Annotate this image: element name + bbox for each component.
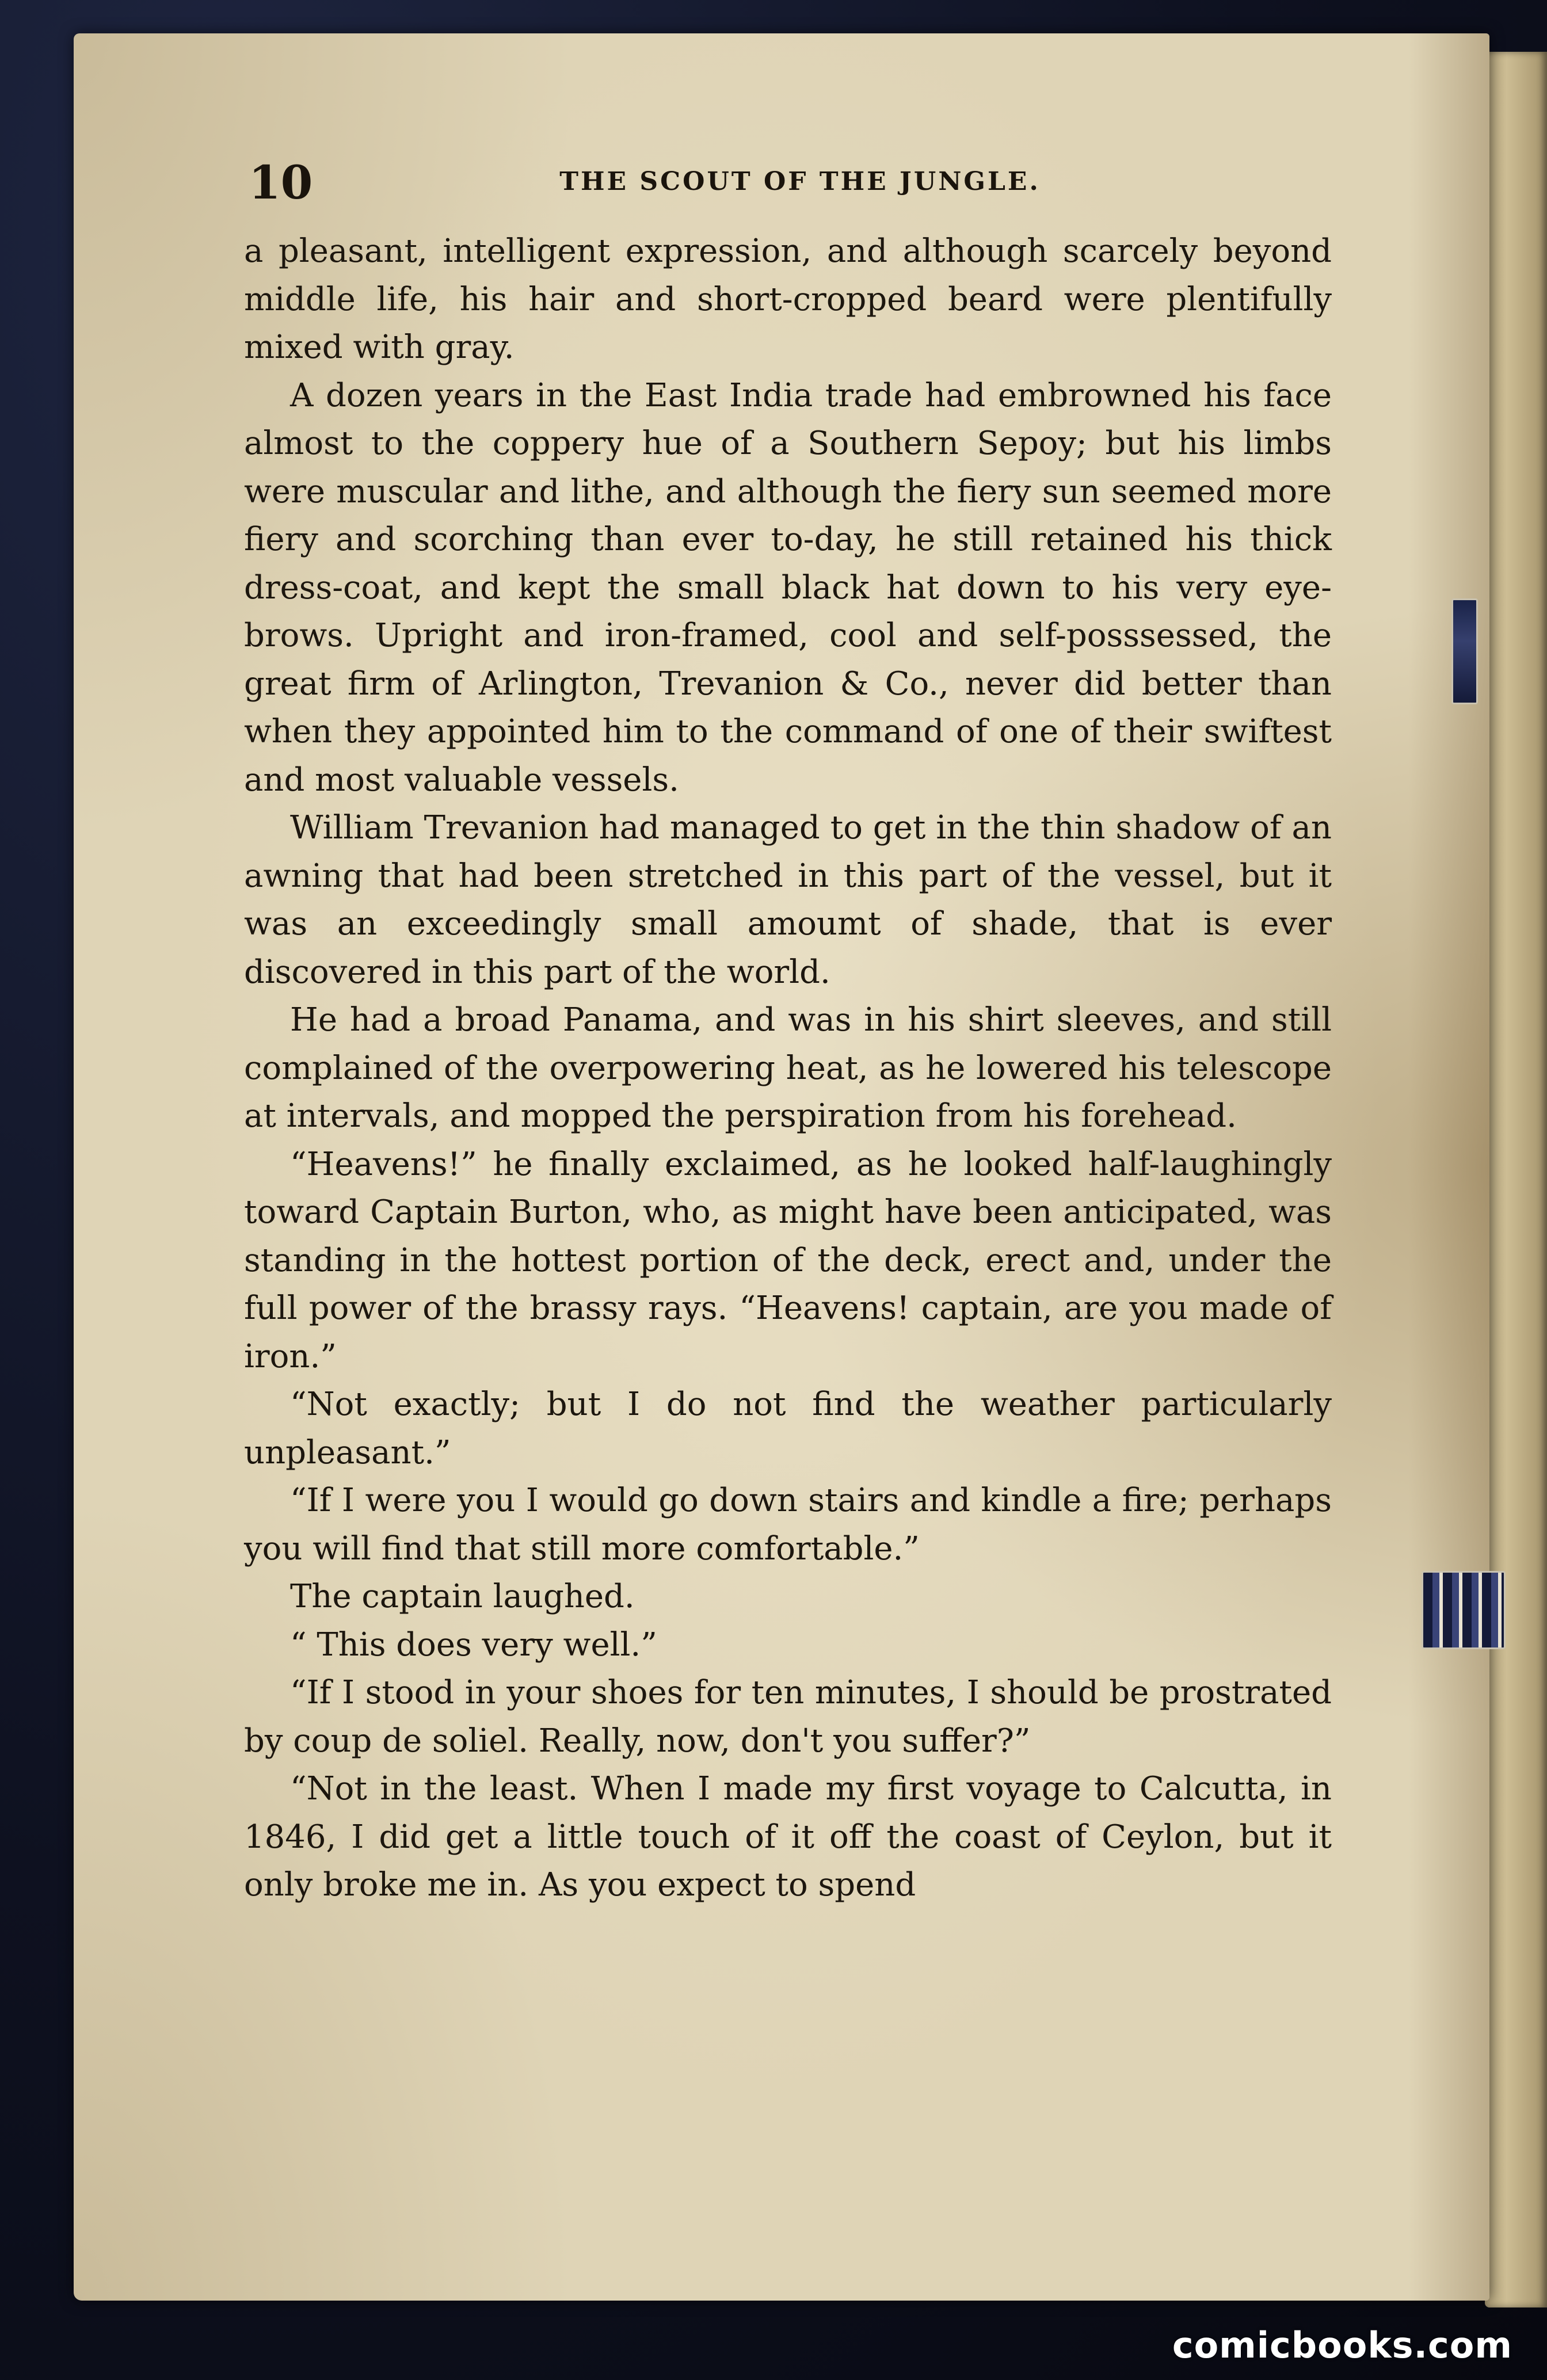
body-text: [244, 227, 1332, 1909]
adjacent-page-edge: [1485, 52, 1547, 2307]
watermark: comicbooks.com: [1172, 2324, 1512, 2366]
paragraph: He had a broad Panama, and was in his shirt sleeves, and still complained of the overpowering heat, as he lowered his telescope at intervals, and mopped the perspiration from his forehead.: [244, 1001, 1332, 1135]
paragraph: “Heavens!” he finally exclaimed, as he looked half-laughingly toward Captain Burton, who, as might have been anticipated, was standing in the hottest portion of the deck, erect and, under the full power of the brassy rays. “Heavens! captain, are you made of iron.”: [244, 1145, 1332, 1375]
paragraph: A dozen years in the East India trade had embrowned his face almost to the coppery hue of a Southern Sepoy; but his limbs were muscular and lithe, and although the fiery sun seemed more fiery and scorching than ever to-day, he still retained his thick dress-coat, and kept the small black hat down to his very eye-brows. Upright and iron-framed, cool and self-posssessed, the great firm of Arlington, Trevanion & Co., never did better than when they appointed him to the command of one of their swiftest and most valuable vessels.: [244, 376, 1332, 799]
paragraph: William Trevanion had managed to get in the thin shadow of an awning that had been stretched in this part of the vessel, but it was an exceedingly small amoumt of shade, that is ever discovered in this part of the world.: [244, 809, 1332, 991]
paragraph: “If I stood in your shoes for ten minutes, I should be prostrated by coup de soliel. Really, now, don't you suffer?”: [244, 1674, 1332, 1760]
paragraph: “If I were you I would go down stairs and kindle a fire; perhaps you will find that still more comfortable.”: [244, 1482, 1332, 1567]
running-head: THE SCOUT OF THE JUNGLE.: [559, 167, 1041, 196]
paragraph: “Not in the least. When I made my first voyage to Calcutta, in 1846, I did get a little touch of it off the coast of Ceylon, but it only broke me in. As you expect to spend: [244, 1770, 1332, 1904]
paragraph: “Not exactly; but I do not find the weather particularly unpleasant.”: [244, 1386, 1332, 1471]
binding-thread-top: [1451, 598, 1478, 704]
gutter-shadow: [1409, 33, 1489, 2301]
binding-thread-bottom: [1422, 1571, 1506, 1649]
page-number: 10: [249, 155, 313, 209]
paragraph: The captain laughed.: [290, 1578, 635, 1615]
paragraph: “ This does very well.”: [290, 1626, 657, 1664]
paragraph: a pleasant, intelligent expression, and although scarcely beyond middle life, his hair and short-cropped beard were plentifully mixed with gray.: [244, 232, 1332, 366]
